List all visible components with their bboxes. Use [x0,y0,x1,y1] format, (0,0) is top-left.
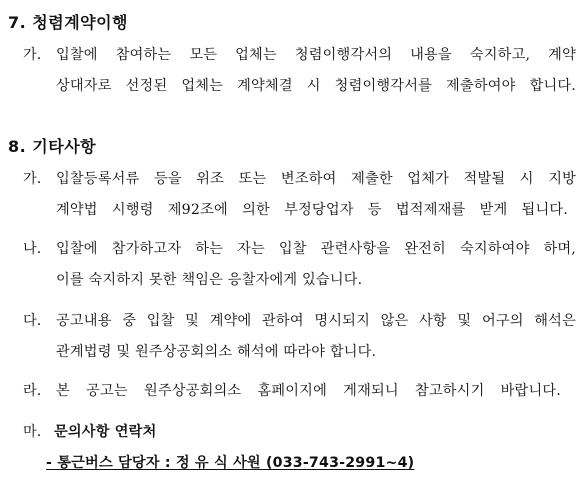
section-8-item-c-line-1: 공고내용 중 입찰 및 계약에 관하여 명시되지 않은 사항 및 어구의 해석은 [56,313,576,329]
section-8-item-b-line-2: 이를 숙지하지 못한 책임은 응찰자에게 있습니다. [56,272,363,288]
section-8-item-a-line-1: 입찰등록서류 등을 위조 또는 변조하여 제출한 업체가 적발될 시 지방 [56,171,576,187]
section-8-item-b-marker: 나. [23,241,42,257]
contact-line: - 통근버스 담당자 : 정 유 식 사원 (033-743-2991~4) [46,455,415,471]
section-8-item-c-line-2: 관계법령 및 원주상공회의소 해석에 따라야 합니다. [56,344,377,360]
section-8-item-e-marker: 마. [23,424,42,440]
section-8-item-c-marker: 다. [23,313,42,329]
section-7-item-a-line-1: 입찰에 참여하는 모든 업체는 청렴이행각서의 내용을 숙지하고, 계약 [56,47,576,63]
section-8-item-d-line-1: 본 공고는 원주상공회의소 홈페이지에 게재되니 참고하시기 바랍니다. [56,383,561,399]
section-8-item-e-line-1: 문의사항 연락처 [54,424,157,440]
section-8-heading: 8. 기타사항 [8,137,97,156]
section-7-heading: 7. 청렴계약이행 [8,13,129,32]
section-8-item-b-line-1: 입찰에 참가하고자 하는 자는 입찰 관련사항을 완전히 숙지하여야 하며, [56,241,576,257]
section-7-item-a-marker: 가. [23,47,42,63]
section-8-item-a-marker: 가. [23,171,42,187]
section-7-item-a-line-2: 상대자로 선정된 업체는 계약체결 시 청렴이행각서를 제출하여야 합니다. [56,78,576,94]
section-8-item-d-marker: 라. [23,383,42,399]
section-8-item-a-line-2: 계약법 시행령 제92조에 의한 부정당업자 등 법적제재를 받게 됩니다. [56,202,568,218]
